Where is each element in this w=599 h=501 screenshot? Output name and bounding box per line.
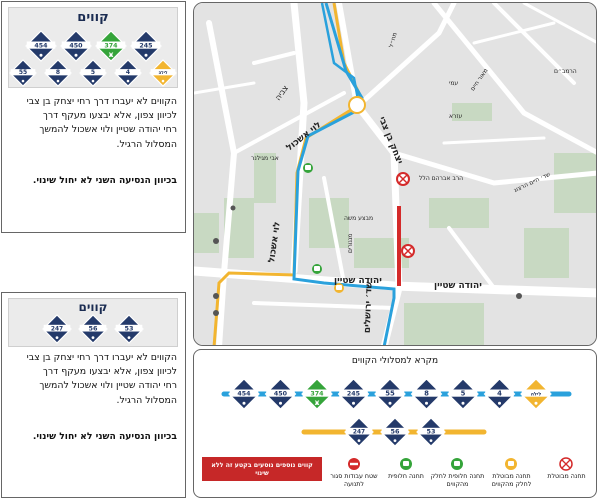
park-area: [554, 153, 597, 213]
closed-road-segment: [397, 206, 401, 286]
routes-badge-area: [8, 298, 178, 347]
legend-item-label: תחנה חלופית לחלק מהקווים: [430, 473, 485, 488]
route-number: לילה: [158, 70, 168, 76]
cancelled-stop-icon: [402, 245, 414, 257]
description-line: רחי יהודה שטיין ולוי אשכול להמשך: [39, 124, 177, 136]
street-label: אבי מגילנר: [251, 155, 279, 162]
route-number: 8: [424, 389, 429, 398]
return-direction-note: בכיוון הנסיעה השני לא יחול שינוי.: [32, 175, 177, 186]
route-badge-55: [375, 379, 405, 409]
street-label: שד׳ ירושלים: [362, 281, 375, 334]
park-area: [524, 228, 569, 278]
route-badge-4: [115, 60, 141, 86]
route-badge-245: [131, 31, 161, 61]
legend-item-label: תחנה חלופית: [388, 473, 424, 480]
legend-title: מקרא למסלולי הקווים: [351, 356, 439, 366]
route-legend: [193, 349, 597, 498]
route-badge-247: [345, 418, 373, 446]
cancelled-stop-icon: [397, 173, 409, 185]
route-number: 450: [273, 390, 288, 398]
route-number: 55: [18, 69, 28, 77]
legend-item-label: תחנה מבוטלת לחלק מהקווים: [491, 473, 532, 488]
route-badge-8: [45, 60, 71, 86]
routes-badge-area: [8, 7, 178, 88]
cancelled-stop-icon: [559, 457, 573, 471]
roundabout: [349, 97, 365, 113]
description-line: לכיוון צפון, אלא יבצעו מעקף דרך: [42, 110, 177, 122]
route-badge-245: [339, 379, 369, 409]
legend-item: [539, 455, 594, 495]
route-number: 53: [124, 324, 134, 333]
route-badge-8: [412, 379, 442, 409]
partial-cancelled-stop-icon: [504, 457, 518, 471]
route-badge-55: [10, 60, 36, 86]
street-label: מנגורים: [347, 233, 354, 253]
route-number: 247: [50, 326, 64, 333]
description-line: המסלול הרגיל.: [116, 138, 177, 150]
street-label: לוי אשכול: [267, 221, 283, 264]
route-change-description: [5, 95, 177, 152]
route-badge-53: [417, 418, 445, 446]
street-label: יצחק בן צבי: [376, 115, 405, 166]
route-number: 53: [426, 427, 436, 436]
legend-item: [430, 455, 485, 495]
routes-panel-top: [1, 1, 186, 233]
park-area: [404, 303, 484, 346]
description-line: המסלול הרגיל.: [116, 394, 177, 406]
street-label: מאור חיים: [469, 67, 490, 93]
no-entry-icon: [347, 457, 361, 471]
legend-lines: [194, 368, 598, 468]
street-label: שד׳ חיים הרצוג: [512, 171, 552, 195]
street-label: הרב אברהם הלל: [419, 175, 464, 182]
route-number: 450: [69, 42, 83, 50]
legend-item-label: קווים נוספים נוסעים בקטע זה ללא שינוי: [211, 462, 313, 477]
route-badge-56: [381, 418, 409, 446]
route-badge-4: [485, 379, 515, 409]
route-badge-247: [43, 315, 71, 343]
route-badges: [9, 8, 177, 87]
street-label: צביה: [273, 83, 291, 103]
alt-stop-icon: [312, 264, 322, 274]
route-number: 374: [104, 42, 118, 50]
description-line: רחי יהודה שטיין ולוי אשכול להמשך: [39, 380, 177, 392]
route-number: 4: [497, 389, 502, 398]
route-badges: [9, 299, 177, 346]
route-badge-454: [26, 31, 56, 61]
return-direction-note: בכיוון הנסיעה השני לא יחול שינוי.: [32, 431, 177, 442]
route-number: 245: [346, 390, 361, 398]
route-badge-night: [150, 60, 176, 86]
alt-stop-icon: [303, 163, 313, 173]
route-badge-454: [229, 379, 259, 409]
route-number: 454: [237, 390, 251, 398]
route-badge-5: [80, 60, 106, 86]
route-number: 5: [460, 389, 466, 398]
route-number: 55: [385, 389, 395, 398]
route-number: 56: [88, 324, 98, 333]
street-label: יהודה שטיין: [334, 276, 382, 286]
route-number: לילה: [530, 392, 542, 398]
legend-item-label: תחנה מבוטלת: [547, 473, 586, 480]
description-line: הקווים לא יעברו דרך רחי יצחק בן צבי: [26, 352, 177, 363]
route-badge-450: [266, 379, 296, 409]
street-label: לוי אשכול: [284, 120, 324, 154]
street-label: הרמב״ם: [554, 68, 577, 75]
route-number: 8: [55, 69, 61, 77]
legend-item: [202, 457, 322, 483]
route-number: 5: [90, 69, 96, 77]
park-area: [194, 213, 219, 253]
panel-title: קווים: [77, 10, 109, 25]
route-number: 454: [34, 42, 48, 50]
street-label: מח״ל: [387, 31, 399, 49]
routes-panel-bottom: [1, 292, 186, 498]
park-area: [429, 198, 489, 228]
partial-alt-stop-icon: [450, 457, 464, 471]
route-badge-53: [115, 315, 143, 343]
street-label: יהודה שטיין: [434, 281, 482, 291]
legend-item: [328, 455, 380, 495]
route-badge-374: [96, 31, 126, 61]
description-line: הקווים לא יעברו דרך רחי יצחק בן צבי: [26, 96, 177, 107]
detour-map: [193, 2, 597, 346]
street-label: עמי: [449, 80, 459, 87]
route-change-description: [5, 351, 177, 408]
route-number: 4: [125, 69, 131, 77]
legend-item: [484, 455, 539, 495]
route-number: 374: [310, 390, 324, 398]
route-number: 245: [139, 42, 153, 50]
route-number: 56: [390, 427, 400, 436]
route-badge-5: [448, 379, 478, 409]
legend-item-label: שטח עבודות סגור לתנועה: [330, 473, 378, 488]
description-line: לכיוון צפון, אלא יבצעו מעקף דרך: [42, 366, 177, 378]
route-badge-night: [521, 379, 551, 409]
legend-item: [382, 455, 430, 495]
route-badge-56: [79, 315, 107, 343]
street-label: עזרא: [449, 113, 463, 120]
route-badge-374: [302, 379, 332, 409]
panel-title: קווים: [78, 300, 108, 314]
route-number: 247: [352, 429, 366, 436]
street-label: מבצע משה: [344, 215, 374, 222]
alt-stop-icon: [399, 457, 413, 471]
route-badge-450: [61, 31, 91, 61]
